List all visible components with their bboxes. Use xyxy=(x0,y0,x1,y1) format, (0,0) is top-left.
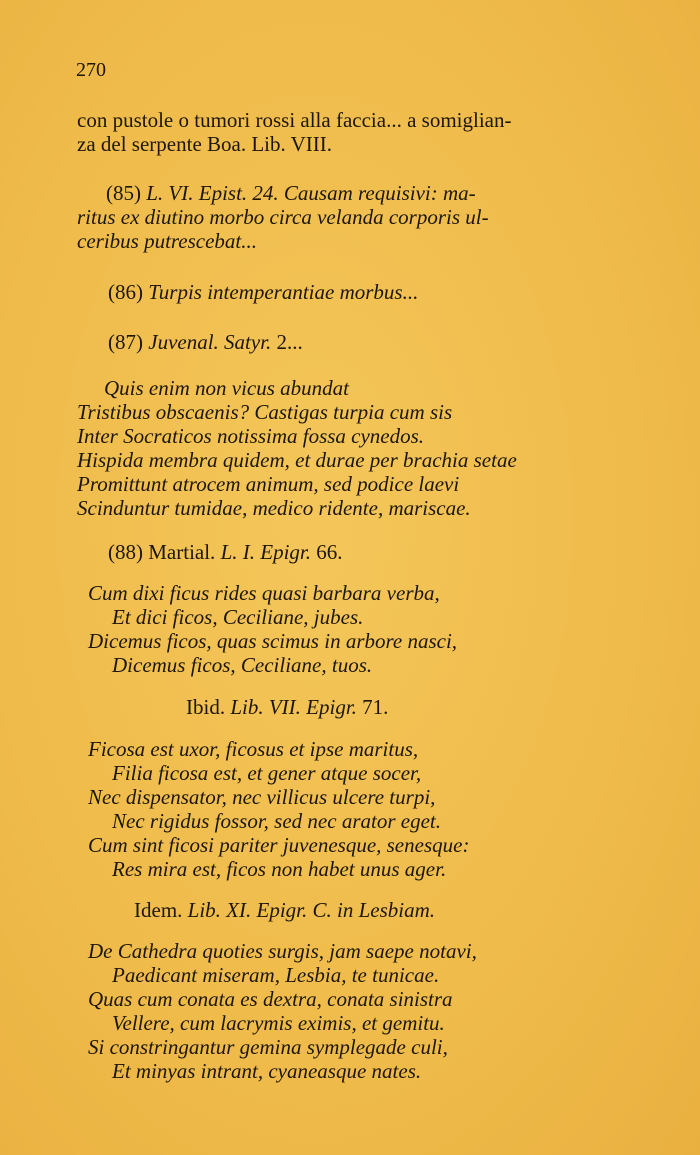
martial-1-verse-3: Dicemus ficos, quas scimus in arbore nasci, xyxy=(88,629,458,653)
note-86-number: (86) xyxy=(108,280,143,304)
note-87 xyxy=(108,329,303,355)
ibid-word: Ibid. xyxy=(186,695,226,719)
martial-3-verse-2: Paedicant miseram, Lesbia, te tunicae. xyxy=(112,963,440,987)
note-85-number: (85) xyxy=(106,181,141,205)
martial-2-verse-1: Ficosa est uxor, ficosus et ipse maritus, xyxy=(88,737,419,761)
idem-word: Idem. xyxy=(134,898,183,922)
note-88-number: (88) xyxy=(108,540,143,564)
intro-line-2: za del serpente Boa. Lib. VIII. xyxy=(77,132,333,156)
juvenal-verse-1: Quis enim non vicus abundat xyxy=(104,376,349,400)
martial-2-verse-2: Filia ficosa est, et gener atque socer, xyxy=(112,761,422,785)
martial-2-verse-4: Nec rigidus fossor, sed nec arator eget. xyxy=(112,809,441,833)
note-85-reference: L. VI. Epist. 24. xyxy=(146,181,279,205)
juvenal-verse-6: Scinduntur tumidae, medico ridente, mariscae. xyxy=(77,496,471,520)
note-86 xyxy=(108,279,418,305)
note-87-reference: Juvenal. Satyr. xyxy=(148,330,272,354)
martial-3-verse-5: Si constringantur gemina symplegade culi, xyxy=(88,1035,448,1059)
note-88-reference: L. I. Epigr. xyxy=(220,540,311,564)
juvenal-verse-3: Inter Socraticos notissima fossa cynedos. xyxy=(77,424,425,448)
martial-2-verse-5: Cum sint ficosi pariter juvenesque, senesque: xyxy=(88,833,470,857)
intro-line-1: con pustole o tumori rossi alla faccia... a somiglian- xyxy=(77,108,512,132)
martial-1-verse-4: Dicemus ficos, Ceciliane, tuos. xyxy=(112,653,373,677)
martial-2-verse-6: Res mira est, ficos non habet unus ager. xyxy=(112,857,447,881)
juvenal-verse-5: Promittunt atrocem animum, sed podice laevi xyxy=(77,472,460,496)
page-number: 270 xyxy=(76,59,106,81)
martial-3-verse-1: De Cathedra quoties surgis, jam saepe notavi, xyxy=(88,939,477,963)
note-88 xyxy=(108,539,343,565)
note-86-text: Turpis intemperantiae morbus... xyxy=(148,280,419,304)
idem-reference: Lib. XI. Epigr. C. in Lesbiam. xyxy=(187,898,436,922)
note-85-line-1 xyxy=(106,180,476,206)
martial-1-verse-2: Et dici ficos, Ceciliane, jubes. xyxy=(112,605,364,629)
note-88-epigram: 66. xyxy=(316,540,343,564)
note-87-text: 2... xyxy=(276,330,303,354)
ibid-heading xyxy=(186,694,388,720)
ibid-reference: Lib. VII. Epigr. xyxy=(230,695,357,719)
note-85-line-3: ceribus putrescebat... xyxy=(77,229,258,253)
martial-3-verse-6: Et minyas intrant, cyaneasque nates. xyxy=(112,1059,422,1083)
idem-heading xyxy=(134,897,435,923)
note-85-text: Causam requisivi: ma- xyxy=(283,181,476,205)
note-85-line-2: ritus ex diutino morbo circa velanda corporis ul- xyxy=(77,205,489,229)
note-88-author: Martial. xyxy=(148,540,216,564)
juvenal-verse-2: Tristibus obscaenis? Castigas turpia cum sis xyxy=(77,400,453,424)
note-87-number: (87) xyxy=(108,330,143,354)
juvenal-verse-4: Hispida membra quidem, et durae per brachia setae xyxy=(77,448,517,472)
martial-1-verse-1: Cum dixi ficus rides quasi barbara verba, xyxy=(88,581,440,605)
martial-2-verse-3: Nec dispensator, nec villicus ulcere turpi, xyxy=(88,785,436,809)
ibid-number: 71. xyxy=(362,695,389,719)
martial-3-verse-3: Quas cum conata es dextra, conata sinistra xyxy=(88,987,453,1011)
martial-3-verse-4: Vellere, cum lacrymis eximis, et gemitu. xyxy=(112,1011,445,1035)
